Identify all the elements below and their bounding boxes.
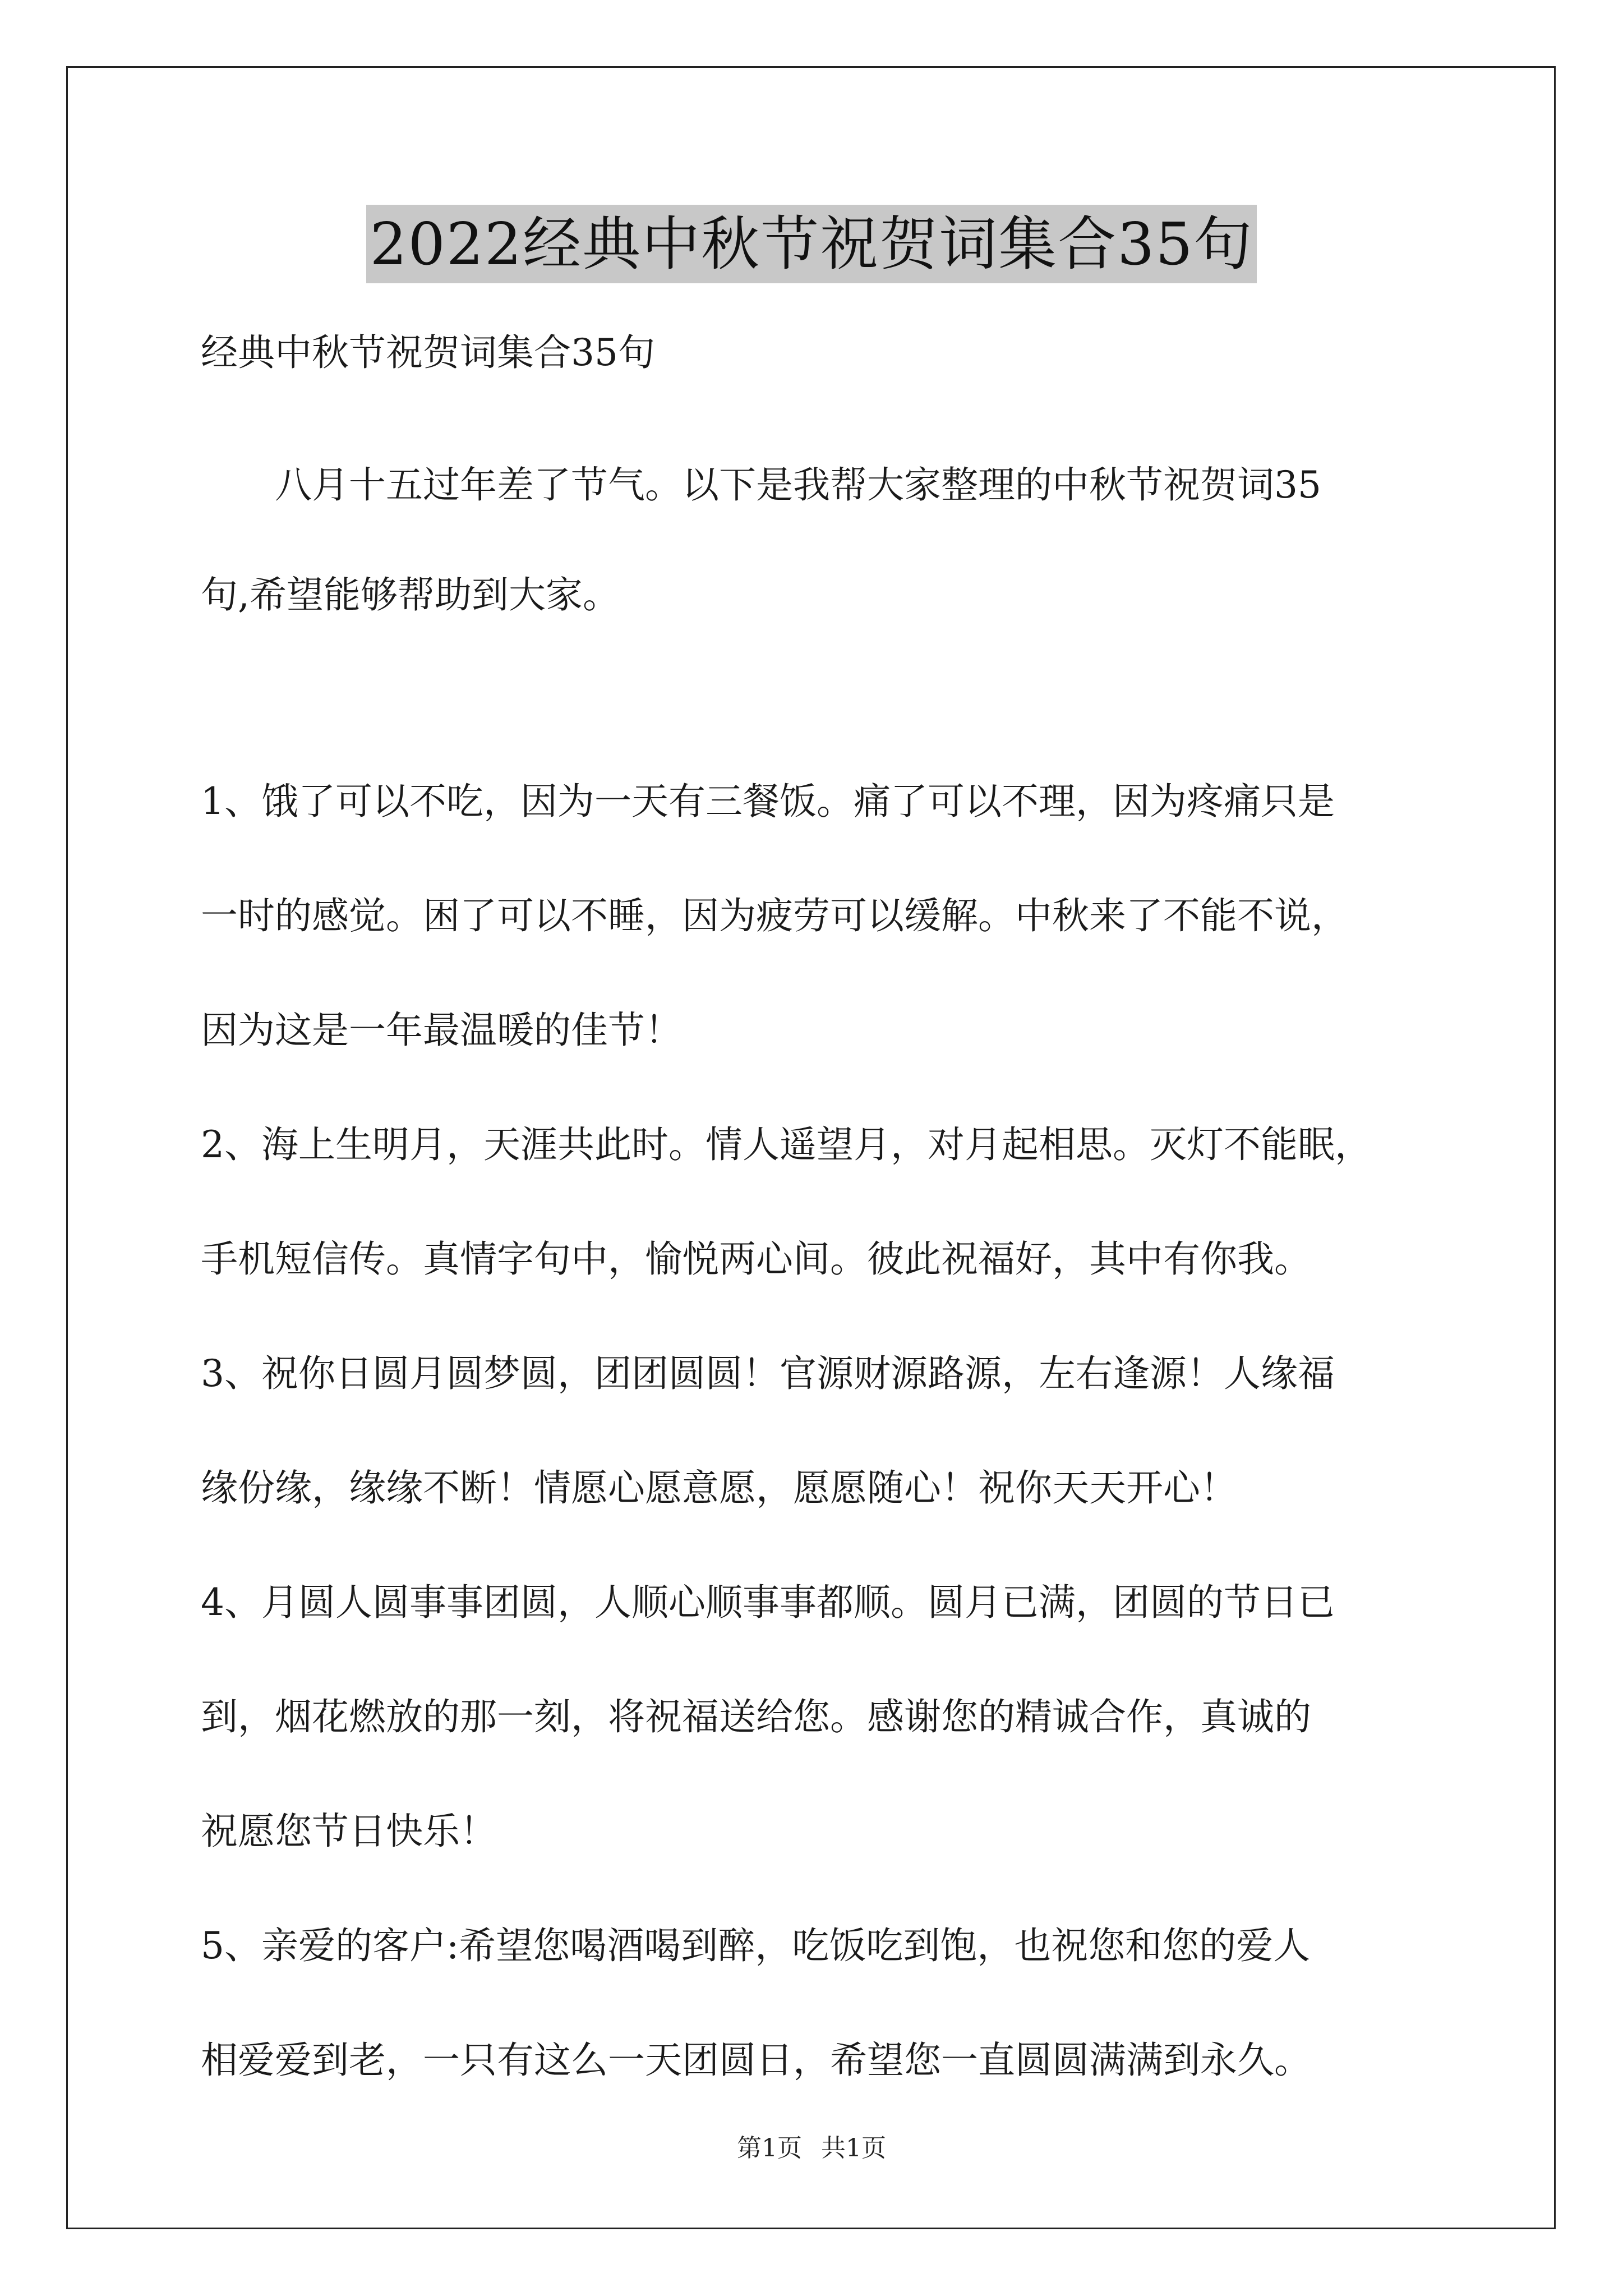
greeting-line: 手机短信传。真情字句中，愉悦两心间。彼此祝福好，其中有你我。	[201, 1237, 1311, 1281]
greeting-line: 缘份缘，缘缘不断！情愿心愿意愿，愿愿随心！祝你天天开心！	[201, 1466, 1237, 1510]
page-footer	[0, 2132, 1623, 2165]
document-title: 2022经典中秋节祝贺词集合35句	[366, 205, 1256, 283]
intro-line: 八月十五过年差了节气。以下是我帮大家整理的中秋节祝贺词35	[275, 463, 1321, 507]
page-total: 共1页	[821, 2134, 886, 2162]
greeting-line: 一时的感觉。困了可以不睡，因为疲劳可以缓解。中秋来了不能不说，	[201, 894, 1348, 937]
greeting-line: 4、月圆人圆事事团圆，人顺心顺事事都顺。圆月已满，团圆的节日已	[201, 1581, 1335, 1624]
page-number: 第1页	[737, 2134, 802, 2162]
subtitle: 经典中秋节祝贺词集合35句	[201, 331, 655, 374]
greeting-line: 到，烟花燃放的那一刻，将祝福送给您。感谢您的精诚合作，真诚的	[201, 1695, 1311, 1738]
greeting-line: 2、海上生明月，天涯共此时。情人遥望月，对月起相思。灭灯不能眠，	[201, 1123, 1372, 1166]
greeting-item-1	[201, 774, 1457, 1117]
greeting-line: 1、饿了可以不吃，因为一天有三餐饭。痛了可以不理，因为疼痛只是	[201, 780, 1335, 823]
greeting-item-2	[201, 1117, 1457, 1346]
greeting-line: 相爱爱到老，一只有这么一天团圆日，希望您一直圆圆满满到永久。	[201, 2039, 1311, 2082]
title-container	[0, 205, 1623, 283]
greeting-item-4	[201, 1575, 1457, 1918]
greeting-list	[201, 774, 1457, 2147]
document-body	[201, 325, 1446, 2082]
greeting-line: 祝愿您节日快乐！	[201, 1810, 497, 1853]
greeting-item-3	[201, 1346, 1457, 1575]
greeting-line: 3、祝你日圆月圆梦圆，团团圆圆！官源财源路源，左右逢源！人缘福	[201, 1352, 1335, 1395]
intro-line: 句,希望能够帮助到大家。	[201, 573, 620, 616]
greeting-item-5	[201, 1918, 1457, 2147]
intro-paragraph	[201, 458, 1446, 678]
greeting-line: 5、亲爱的客户:希望您喝酒喝到醉，吃饭吃到饱，也祝您和您的爱人	[201, 1924, 1311, 1967]
greeting-line: 因为这是一年最温暖的佳节！	[201, 1009, 682, 1052]
